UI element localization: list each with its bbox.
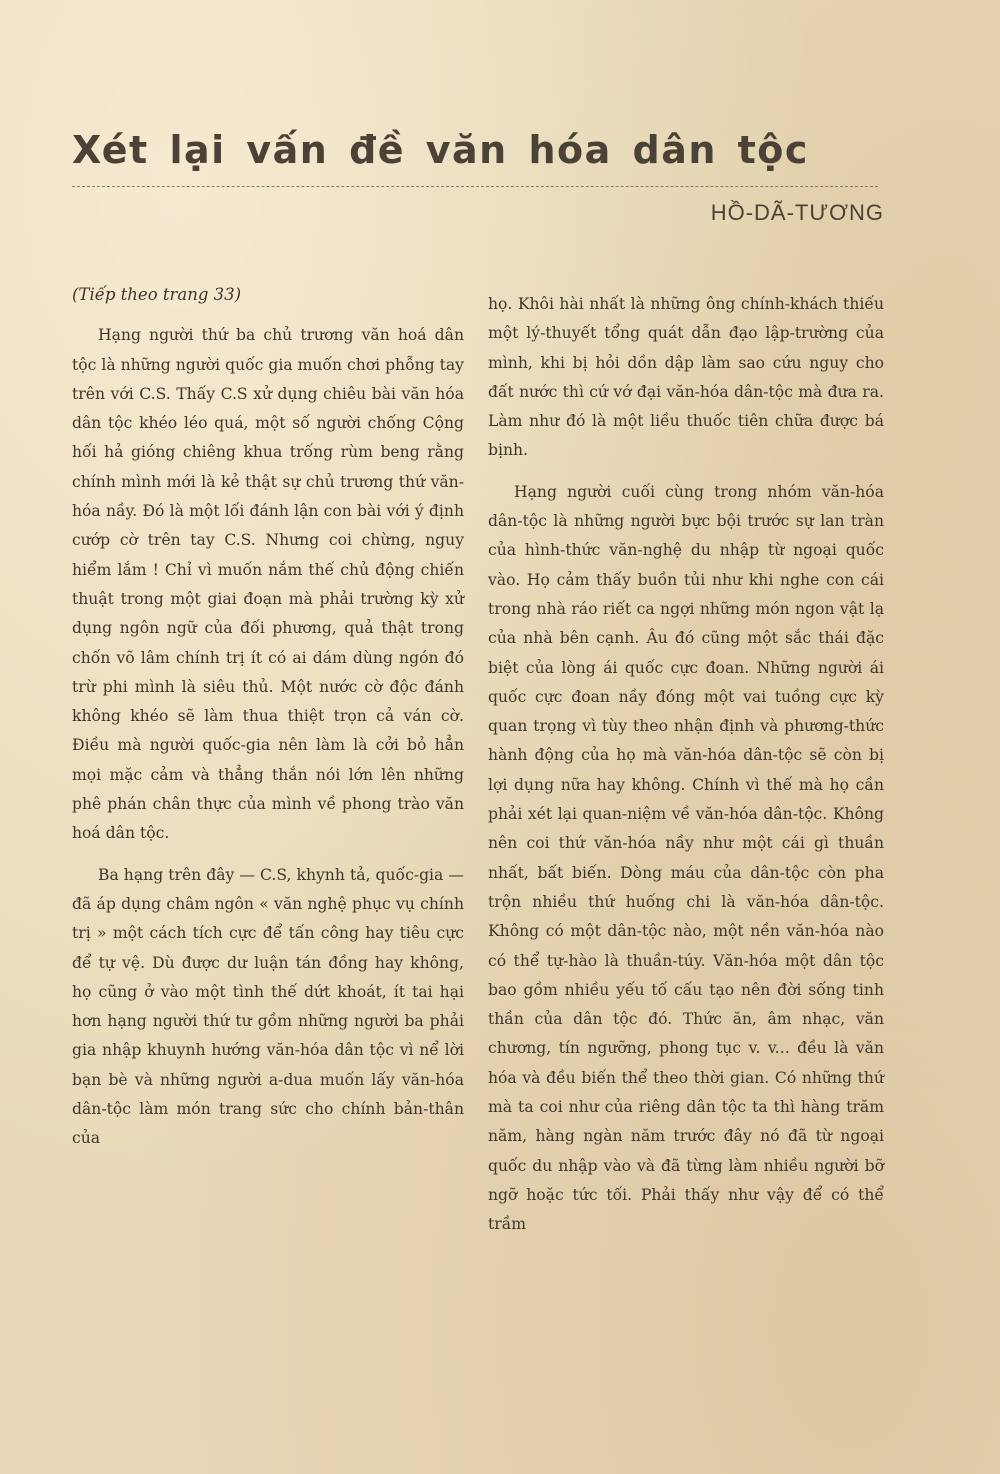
right-column	[488, 290, 884, 1240]
continued-note: (Tiếp theo trang 33)	[72, 285, 242, 304]
body-paragraph: Ba hạng trên đây — C.S, khynh tả, quốc-gia — đã áp dụng châm ngôn « văn nghệ phục vụ chính trị » một cách tích cực để tấn công hay tiêu cực để tự vệ. Dù được dư luận tán đồng hay không, họ cũng ở vào một tình thế dứt khoát, ít tai hại hơn hạng người thứ tư gồm những người ba phải gia nhập khuynh hướng văn-hóa dân tộc vì nể lời bạn bè và những người a-dua muốn lấy văn-hóa dân-tộc làm món trang sức cho chính bản-thân của	[72, 865, 464, 1148]
left-column	[72, 280, 464, 1154]
article-title: Xét lại vấn đề văn hóa dân tộc	[72, 128, 809, 172]
body-paragraph: họ. Khôi hài nhất là những ông chính-khách thiếu một lý-thuyết tổng quát dẫn đạo lập-trường của mình, khi bị hỏi dồn dập làm sao cứu nguy cho đất nước thì cứ vớ đại văn-hóa dân-tộc mà đưa ra. Làm như đó là một liều thuốc tiên chữa được bá bịnh.	[488, 295, 884, 460]
body-paragraph: Hạng người cuối cùng trong nhóm văn-hóa dân-tộc là những người bực bội trước sự lan tràn của hình-thức văn-nghệ du nhập từ ngoại quốc vào. Họ cảm thấy buồn tủi như khi nghe con cái trong nhà ráo riết ca ngợi những món ngon vật lạ của nhà bên cạnh. Âu đó cũng một sắc thái đặc biệt của lòng ái quốc cực đoan. Những người ái quốc cực đoan nầy đóng một vai tuồng cực kỳ quan trọng vì tùy theo nhận định và phương-thức hành động của họ mà văn-hóa dân-tộc sẽ còn bị lợi dụng nữa hay không. Chính vì thế mà họ cần phải xét lại quan-niệm về văn-hóa dân-tộc. Không nên coi thứ văn-hóa nầy như một cái gì thuần nhất, bất biến. Dòng máu của dân-tộc còn pha trộn nhiều thứ huống chi là văn-hóa dân-tộc. Không có một dân-tộc nào, một nền văn-hóa nào có thể tự-hào là thuần-túy. Văn-hóa một dân tộc bao gồm nhiều yếu tố cấu tạo nên đời sống tinh thần của dân tộc đó. Thức ăn, âm nhạc, văn chương, tín ngưỡng, phong tục v. v... đều là văn hóa và đều biến thể theo thời gian. Có những thứ mà ta coi như của riêng dân tộc ta thì hàng trăm năm, hàng ngàn năm trước đây nó đã từ ngoại quốc du nhập vào và đã từng làm nhiều người bỡ ngỡ hoặc tức tối. Phải thấy như vậy để có thể trầm	[488, 482, 884, 1234]
title-divider	[72, 186, 878, 187]
body-paragraph: Hạng người thứ ba chủ trương văn hoá dân tộc là những người quốc gia muốn chơi phỗng tay trên với C.S. Thấy C.S xử dụng chiêu bài văn hóa dân tộc khéo léo quá, một số người chống Cộng hối hả gióng chiêng khua trống rùm beng rằng chính mình mới là kẻ thật sự chủ trương thứ văn-hóa nầy. Đó là một lối đánh lận con bài với ý định cướp cờ trên tay C.S. Nhưng coi chừng, nguy hiểm lắm ! Chỉ vì muốn nắm thế chủ động chiến thuật trong một giai đoạn mà phải trường kỳ xử dụng ngôn ngữ của đối phương, quả thật trong chốn võ lâm chính trị ít có ai dám dùng ngón đó trừ phi mình là siêu thủ. Một nước cờ độc đánh không khéo sẽ làm thua thiệt trọn cả ván cờ. Điều mà người quốc-gia nên làm là cởi bỏ hẳn mọi mặc cảm và thẳng thắn nói lớn lên những phê phán chân thực của mình về phong trào văn hoá dân tộc.	[72, 326, 464, 843]
article-author: HỒ-DÃ-TƯƠNG	[710, 200, 884, 225]
